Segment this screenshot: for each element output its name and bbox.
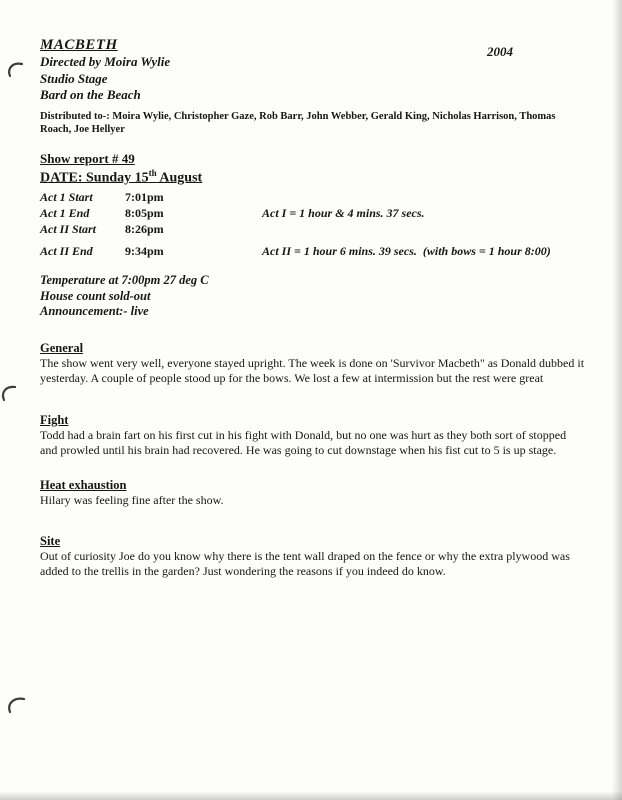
time-row [40,189,585,205]
section-body: Todd had a brain fart on his first cut in his fight with Donald, but no one was hurt as they both sort of stopped and prowled until his brain had recovered. He was going to cut downstage when his fist cut to 5 is up stage. [40,427,567,457]
section-body: Out of curiosity Joe do you know why there is the tent wall draped on the fence or why the extra plywood was added to the trellis in the garden? Just wondering the reasons if you indeed do know. [40,548,570,578]
stage-line: Studio Stage [40,70,108,86]
time-value: 9:34pm [125,244,164,259]
time-value: 8:26pm [125,222,164,237]
house-count-line: House count sold-out [40,288,151,303]
document-title: MACBETH [40,37,118,53]
time-label: Act 1 Start [40,190,93,205]
section-body: The show went very well, everyone stayed upright. The week is done on 'Survivor Macbeth" as Donald dubbed it yesterday. A couple of people stood up for the bows. We lost a few at intermission but the rest were great [40,355,585,385]
temperature-line: Temperature at 7:00pm 27 deg C [40,273,209,288]
year-label: 2004 [487,44,513,59]
date-suffix: August [156,170,203,186]
section-heading: Fight [40,412,69,427]
section-heading: General [40,340,84,355]
time-value: 8:05pm [125,206,164,221]
time-row [40,221,585,237]
conditions-block [40,273,585,320]
section-heading: Heat exhaustion [40,477,127,492]
scan-edge-shadow-right [612,0,622,800]
section-heat-exhaustion [40,478,585,508]
section-fight [40,413,585,458]
distribution-list: Distributed to-: Moira Wylie, Christopher Gaze, Rob Barr, John Webber, Gerald King, Nicholas Harrison, Thomas Roach, Joe Hellyer [40,110,556,135]
scan-edge-shadow-bottom [0,791,622,800]
time-label: Act II End [40,244,93,259]
scan-mark-top [6,60,30,80]
directed-by-line: Directed by Moira Wylie [40,54,171,69]
section-general [40,341,585,386]
section-site [40,534,585,579]
time-row [40,205,585,221]
section-heading: Site [40,533,61,548]
company-line: Bard on the Beach [40,87,141,102]
section-body: Hilary was feeling fine after the show. [40,492,224,507]
time-note: Act II = 1 hour 6 mins. 39 secs. (with bows = 1 hour 8:00) [262,244,551,259]
document-content [40,36,585,579]
scan-mark-bottom [6,694,32,716]
time-value: 7:01pm [125,190,164,205]
time-label: Act II Start [40,222,97,237]
scan-mark-middle [0,383,24,403]
time-row [40,243,585,259]
date-ordinal: th [148,167,157,178]
time-label: Act 1 End [40,206,90,221]
announcement-line: Announcement:- live [40,304,149,319]
date-heading [40,168,202,187]
act-times-table [40,189,585,259]
date-prefix: DATE: Sunday 15 [40,170,149,186]
time-note: Act I = 1 hour & 4 mins. 37 secs. [262,206,425,221]
show-report-heading: Show report # 49 [40,150,135,166]
